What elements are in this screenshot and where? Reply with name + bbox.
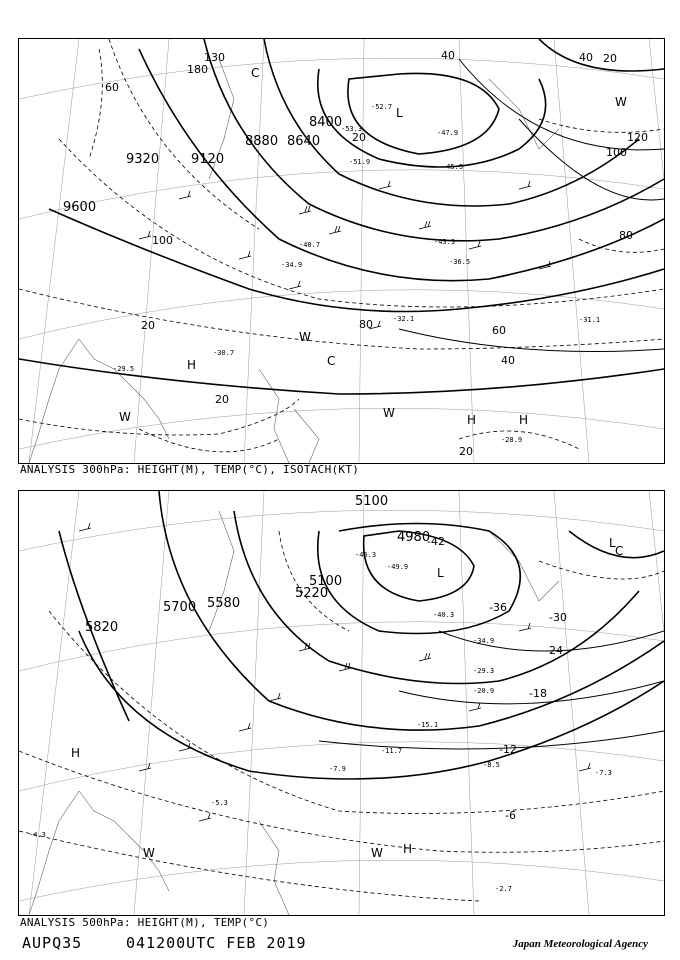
warm-symbol: W (143, 846, 155, 860)
temp-reading: -15.1 (417, 721, 439, 729)
temp-reading: -49.9 (387, 563, 409, 571)
coastline (29, 511, 559, 915)
temp-reading: -31.1 (579, 316, 601, 324)
low-pressure-symbol: L (437, 566, 444, 580)
temp-reading: -40.7 (299, 241, 321, 249)
temp-reading: -20.9 (473, 687, 495, 695)
temp-reading: -43.3 (434, 238, 456, 246)
temp-reading: -4.3 (29, 831, 46, 839)
temp-reading: -28.9 (501, 436, 523, 444)
grid-lines (19, 39, 664, 463)
temp-reading: -52.7 (371, 103, 393, 111)
isotherm-label: -42 (427, 535, 445, 548)
temp-reading: -11.7 (381, 747, 403, 755)
height-label: 8640 (287, 134, 321, 149)
warm-symbol: W (119, 410, 131, 424)
temp-reading: -45.5 (442, 163, 464, 171)
isotach-label: 80 (619, 229, 633, 242)
isotach-label: 20 (459, 445, 473, 458)
temp-reading: -30.7 (213, 349, 235, 357)
warm-symbol: W (383, 406, 395, 420)
height-label: 9600 (63, 200, 97, 215)
isotach-label: 100 (152, 234, 173, 247)
wind-barbs (79, 523, 591, 821)
warm-symbol: W (371, 846, 383, 860)
high-pressure-symbol: H (467, 413, 477, 427)
temp-reading: -7.9 (329, 765, 346, 773)
isotach-label: 80 (359, 318, 373, 331)
height-label: 4980 (397, 530, 431, 545)
caption-500hpa: ANALYSIS 500hPa: HEIGHT(M), TEMP(°C) (20, 916, 270, 929)
isotach-label: 130 (204, 51, 225, 64)
grid-lines (19, 491, 664, 915)
height-label: 5100 (355, 494, 389, 509)
low-pressure-symbol: L (609, 536, 616, 550)
isotach-label: 40 (501, 354, 515, 367)
temp-reading: -29.5 (113, 365, 135, 373)
height-label: 8400 (309, 115, 343, 130)
temp-reading: -8.5 (483, 761, 500, 769)
high-pressure-symbol: H (403, 842, 413, 856)
temp-reading: -34.9 (281, 261, 303, 269)
isotach-label: 20 (352, 131, 366, 144)
isotach-label: 20 (141, 319, 155, 332)
temp-reading: -34.9 (473, 637, 495, 645)
low-pressure-symbol: L (396, 106, 403, 120)
isotach-label: 20 (215, 393, 229, 406)
height-label: 5700 (163, 600, 197, 615)
warm-symbol: W (299, 330, 311, 344)
temp-reading: -7.3 (595, 769, 612, 777)
isotach-label: 120 (627, 131, 648, 144)
product-code: AUPQ35 (22, 934, 83, 952)
temp-reading: -2.7 (495, 885, 512, 893)
cold-symbol: C (327, 354, 336, 368)
chart-500hpa-canvas (19, 491, 664, 915)
warm-symbol: W (615, 95, 627, 109)
temp-reading: -47.9 (437, 129, 459, 137)
height-contours (59, 491, 664, 779)
isotach-label: 20 (603, 52, 617, 65)
temp-reading: -29.3 (473, 667, 495, 675)
high-pressure-symbol: H (519, 413, 529, 427)
isotherm-label: -30 (549, 611, 567, 624)
height-label: 9120 (191, 152, 225, 167)
isotach-label: 40 (579, 51, 593, 64)
cold-symbol: C (615, 544, 624, 558)
high-pressure-symbol: H (71, 746, 81, 760)
isotach-label: 180 (187, 63, 208, 76)
isotach-label: 100 (606, 146, 627, 159)
isotherm-label: -36 (489, 601, 507, 614)
temp-reading: -40.3 (433, 611, 455, 619)
height-label: 5100 (309, 574, 343, 589)
temp-reading: -32.1 (393, 315, 415, 323)
temp-reading: -36.5 (449, 258, 471, 266)
height-label: 5580 (207, 596, 241, 611)
height-label: 9320 (126, 152, 160, 167)
height-label: 5220 (295, 586, 329, 601)
agency-name: Japan Meteorological Agency (512, 938, 648, 950)
isotach-label: 60 (105, 81, 119, 94)
chart-300hpa-canvas (19, 39, 664, 463)
temp-reading: -53.3 (341, 125, 363, 133)
wind-barbs (139, 181, 551, 329)
isotach-contours (19, 39, 664, 452)
isotherm-label: -12 (499, 743, 517, 756)
temp-reading: -5.3 (211, 799, 228, 807)
cold-symbol: C (251, 66, 260, 80)
map-500hpa (18, 490, 665, 916)
caption-300hpa: ANALYSIS 300hPa: HEIGHT(M), TEMP(°C), ISOTACH(KT) (20, 463, 360, 476)
map-300hpa (18, 38, 665, 464)
isotherm-label: -18 (529, 687, 547, 700)
isotherm-label: -6 (505, 809, 516, 822)
isotach-label: 40 (441, 49, 455, 62)
isotherm-label: -24 (545, 644, 563, 657)
temp-reading: -46.3 (355, 551, 377, 559)
high-pressure-symbol: H (187, 358, 197, 372)
height-label: 8880 (245, 134, 279, 149)
height-label: 5820 (85, 620, 119, 635)
temp-reading: -51.9 (349, 158, 371, 166)
isotach-label: 60 (492, 324, 506, 337)
valid-time: 041200UTC FEB 2019 (126, 934, 307, 952)
